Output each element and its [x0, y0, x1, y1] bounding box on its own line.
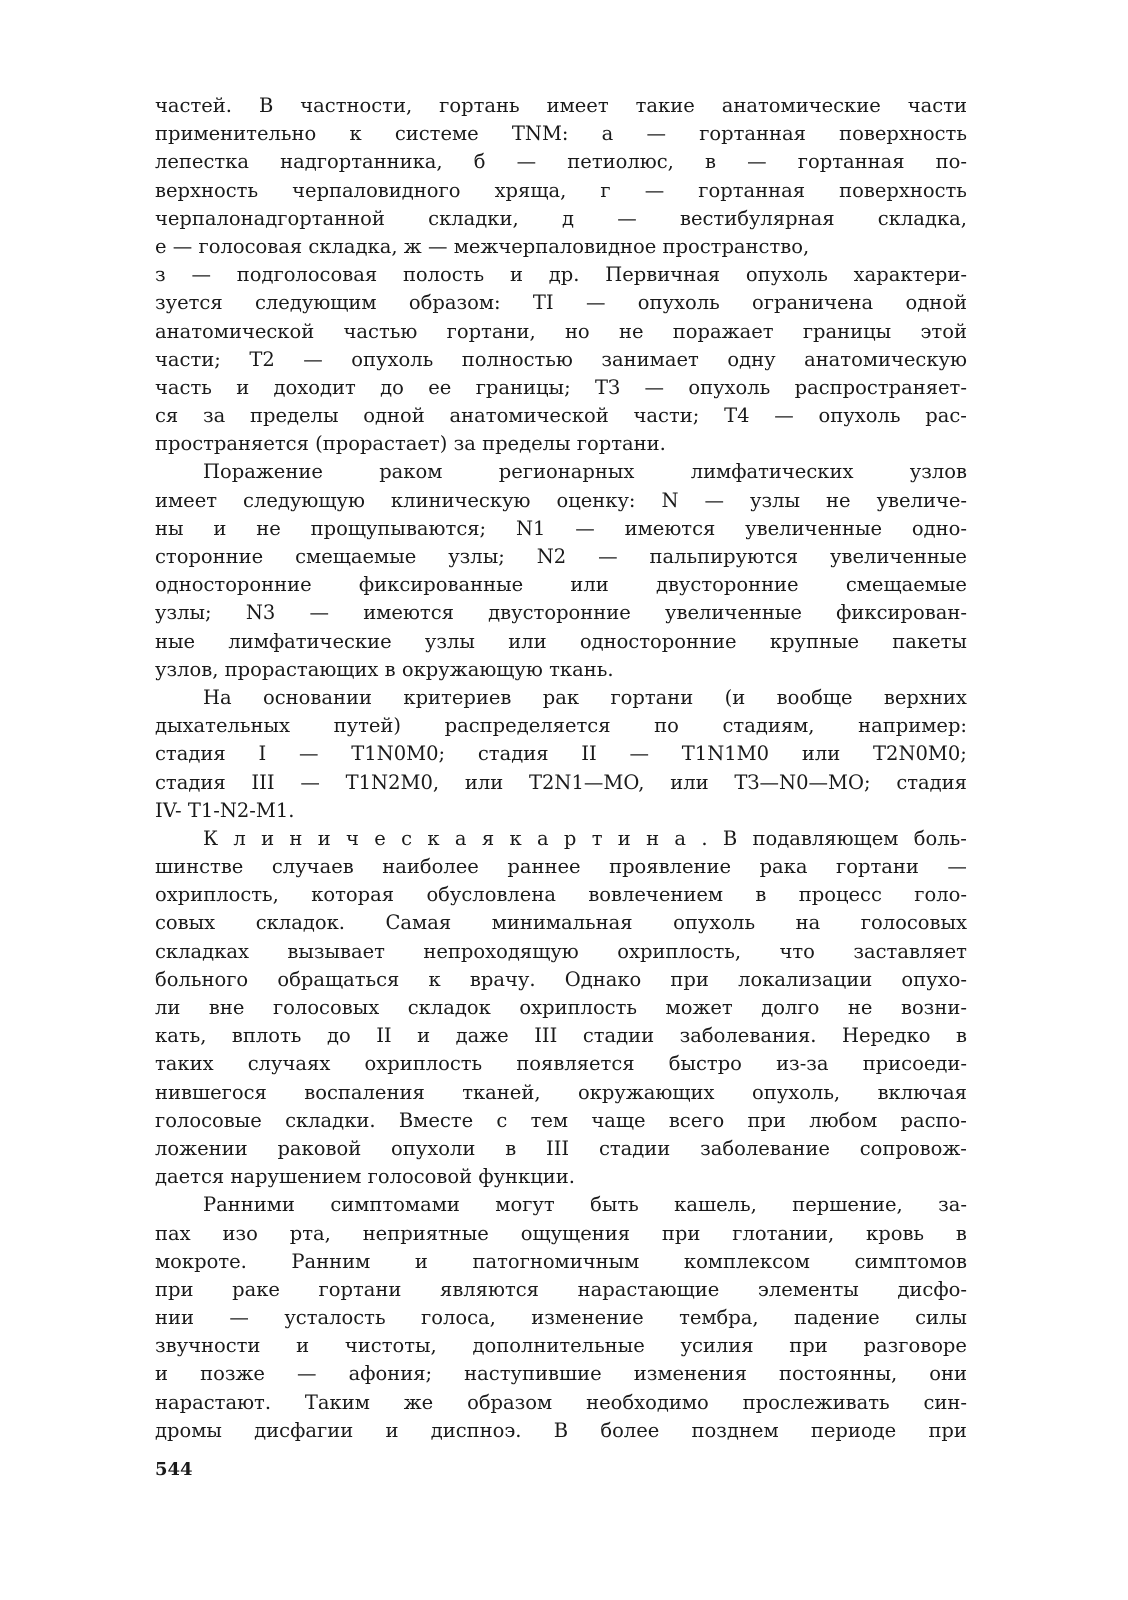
- text-line: шинстве случаев наиболее раннее проявление рака гортани —: [155, 855, 967, 879]
- text-line: дыхательных путей) распределяется по стадиям, например:: [155, 714, 967, 738]
- text-line: и позже — афония; наступившие изменения постоянны, они: [155, 1362, 967, 1386]
- text-line: е — голосовая складка, ж — межчерпаловидное пространство,: [155, 234, 810, 258]
- text-line: дается нарушением голосовой функции.: [155, 1165, 575, 1189]
- text-line: узлы; N3 — имеются двусторонние увеличенные фиксирован-: [155, 601, 967, 625]
- text-line: ные лимфатические узлы или односторонние крупные пакеты: [155, 629, 967, 653]
- text-line: зуется следующим образом: TI — опухоль ограничена одной: [155, 291, 967, 315]
- text-line: мокроте. Ранним и патогномичным комплексом симптомов: [155, 1249, 967, 1273]
- text-line: нии — усталость голоса, изменение тембра, падение силы: [155, 1306, 967, 1330]
- text-line: лепестка надгортанника, б — петиолюс, в — гортанная по-: [155, 150, 967, 174]
- text-line: больного обращаться к врачу. Однако при локализации опухо-: [155, 967, 967, 991]
- text-line: пах изо рта, неприятные ощущения при глотании, кровь в: [155, 1221, 967, 1245]
- text-line: ли вне голосовых складок охриплость может долго не возни-: [155, 996, 967, 1019]
- text-line: часть и доходит до ее границы; ТЗ — опухоль распространяет-: [155, 375, 967, 399]
- text-line: IV- T1-N2-M1.: [155, 798, 295, 822]
- text-line: нившегося воспаления тканей, окружающих опухоль, включая: [155, 1080, 967, 1104]
- text-line: ся за пределы одной анатомической части; Т4 — опухоль рас-: [155, 404, 967, 428]
- text-line: з — подголосовая полость и др. Первичная опухоль характери-: [155, 263, 967, 287]
- text-line: На основании критериев рак гортани (и вообще верхних: [203, 685, 967, 709]
- text-line: Поражение раком регионарных лимфатических узлов: [203, 460, 967, 484]
- text-line: частей. В частности, гортань имеет такие анатомические части: [155, 94, 967, 117]
- text-line: черпалонадгортанной складки, д — вестибулярная складка,: [155, 206, 967, 230]
- text-line: стадия III — T1N2M0, или T2N1—MO, или ТЗ—N0—MO; стадия: [155, 770, 967, 794]
- text-line: складках вызывает непроходящую охриплость, что заставляет: [155, 939, 967, 963]
- text-line: таких случаях охриплость появляется быстро из-за присоеди-: [155, 1052, 967, 1076]
- text-line: имеет следующую клиническую оценку: N — узлы не увеличе-: [155, 488, 967, 512]
- text-line: при раке гортани являются нарастающие элементы дисфо-: [155, 1277, 967, 1301]
- text-line: применительно к системе TNM: а — гортанная поверхность: [155, 122, 967, 146]
- text-line: узлов, прорастающих в окружающую ткань.: [155, 657, 614, 681]
- text-line: ложении раковой опухоли в III стадии заболевание сопровож-: [155, 1136, 967, 1160]
- page-number: 544: [155, 1459, 193, 1480]
- text-line: пространяется (прорастает) за пределы гортани.: [155, 432, 666, 456]
- text-line: сторонние смещаемые узлы; N2 — пальпируются увеличенные: [155, 545, 967, 568]
- text-line: нарастают. Таким же образом необходимо прослеживать син-: [155, 1390, 967, 1414]
- text-line: стадия I — T1N0M0; стадия II — T1N1M0 или T2N0M0;: [155, 742, 967, 766]
- text-line: верхность черпаловидного хряща, г — гортанная поверхность: [155, 178, 967, 202]
- text-line: голосовые складки. Вместе с тем чаще всего при любом распо-: [155, 1108, 967, 1132]
- body-text: [155, 92, 967, 1445]
- text-line: кать, вплоть до II и даже III стадии заболевания. Нередко в: [155, 1024, 967, 1048]
- text-line: односторонние фиксированные или двусторонние смещаемые: [155, 573, 967, 597]
- text-line: дромы дисфагии и диспноэ. В более позднем периоде при: [155, 1418, 967, 1442]
- text-line: совых складок. Самая минимальная опухоль на голосовых: [155, 911, 967, 935]
- text-line: К л и н и ч е с к а я к а р т и н а . В подавляющем боль-: [203, 826, 967, 850]
- text-line: Ранними симптомами могут быть кашель, першение, за-: [203, 1193, 967, 1217]
- text-line: анатомической частью гортани, но не поражает границы этой: [155, 319, 967, 343]
- text-line: звучности и чистоты, дополнительные усилия при разговоре: [155, 1334, 967, 1358]
- text-line: охриплость, которая обусловлена вовлечением в процесс голо-: [155, 883, 967, 907]
- text-line: части; Т2 — опухоль полностью занимает одну анатомическую: [155, 347, 967, 371]
- text-line: ны и не прощупываются; N1 — имеются увеличенные одно-: [155, 516, 967, 540]
